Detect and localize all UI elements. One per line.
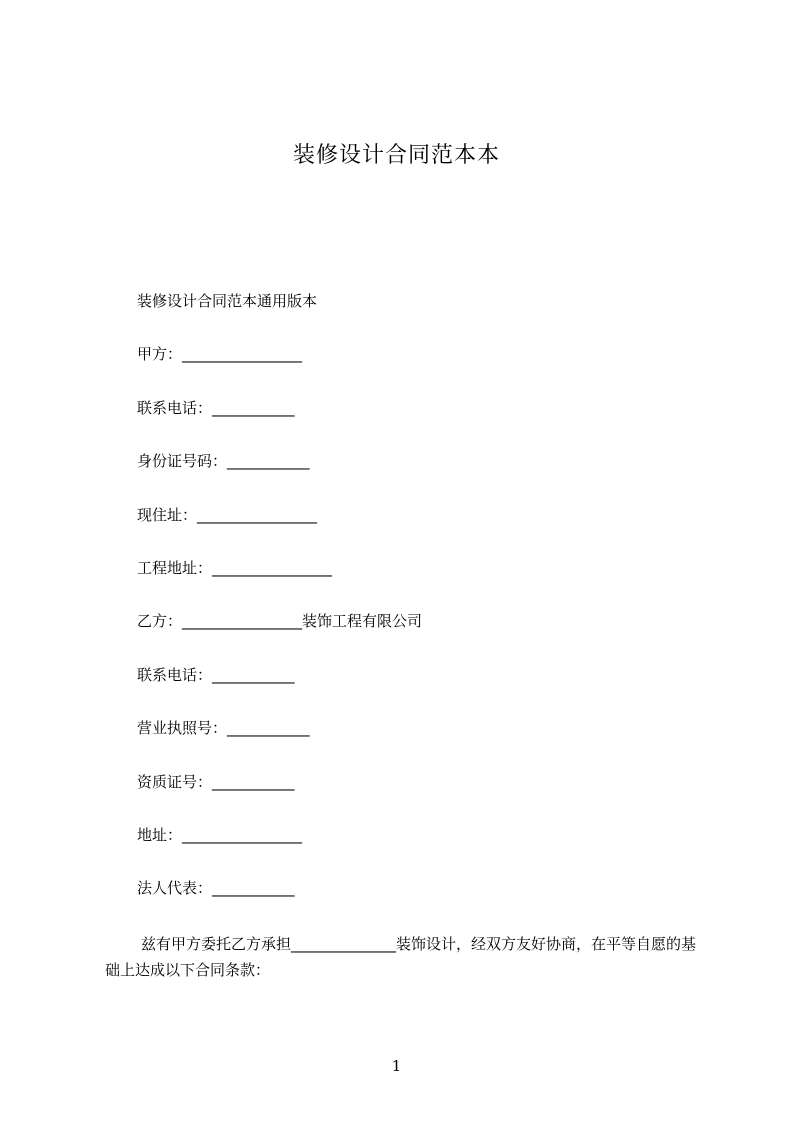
qualification-number-line: 资质证号：___________ (137, 773, 295, 791)
business-license-line: 营业执照号：___________ (137, 719, 310, 737)
project-address-line: 工程地址：________________ (137, 559, 333, 577)
id-number-line: 身份证号码：___________ (137, 452, 310, 470)
subtitle-line: 装修设计合同范本通用版本 (137, 292, 318, 310)
document-title: 装修设计合同范本本 (292, 143, 500, 168)
party-a-line: 甲方：________________ (137, 345, 303, 363)
page-number: 1 (391, 1057, 402, 1075)
legal-representative-line: 法人代表：___________ (137, 879, 295, 897)
party-b-line: 乙方：________________装饰工程有限公司 (137, 612, 423, 630)
intro-paragraph: 兹有甲方委托乙方承担______________装饰设计，经双方友好协商，在平等自愿的基础上达成以下合同条款： (105, 935, 697, 979)
address-line: 地址：________________ (137, 826, 303, 844)
party-b-phone-line: 联系电话：___________ (137, 666, 295, 684)
current-address-line: 现住址：________________ (137, 506, 318, 524)
party-a-phone-line: 联系电话：___________ (137, 399, 295, 417)
